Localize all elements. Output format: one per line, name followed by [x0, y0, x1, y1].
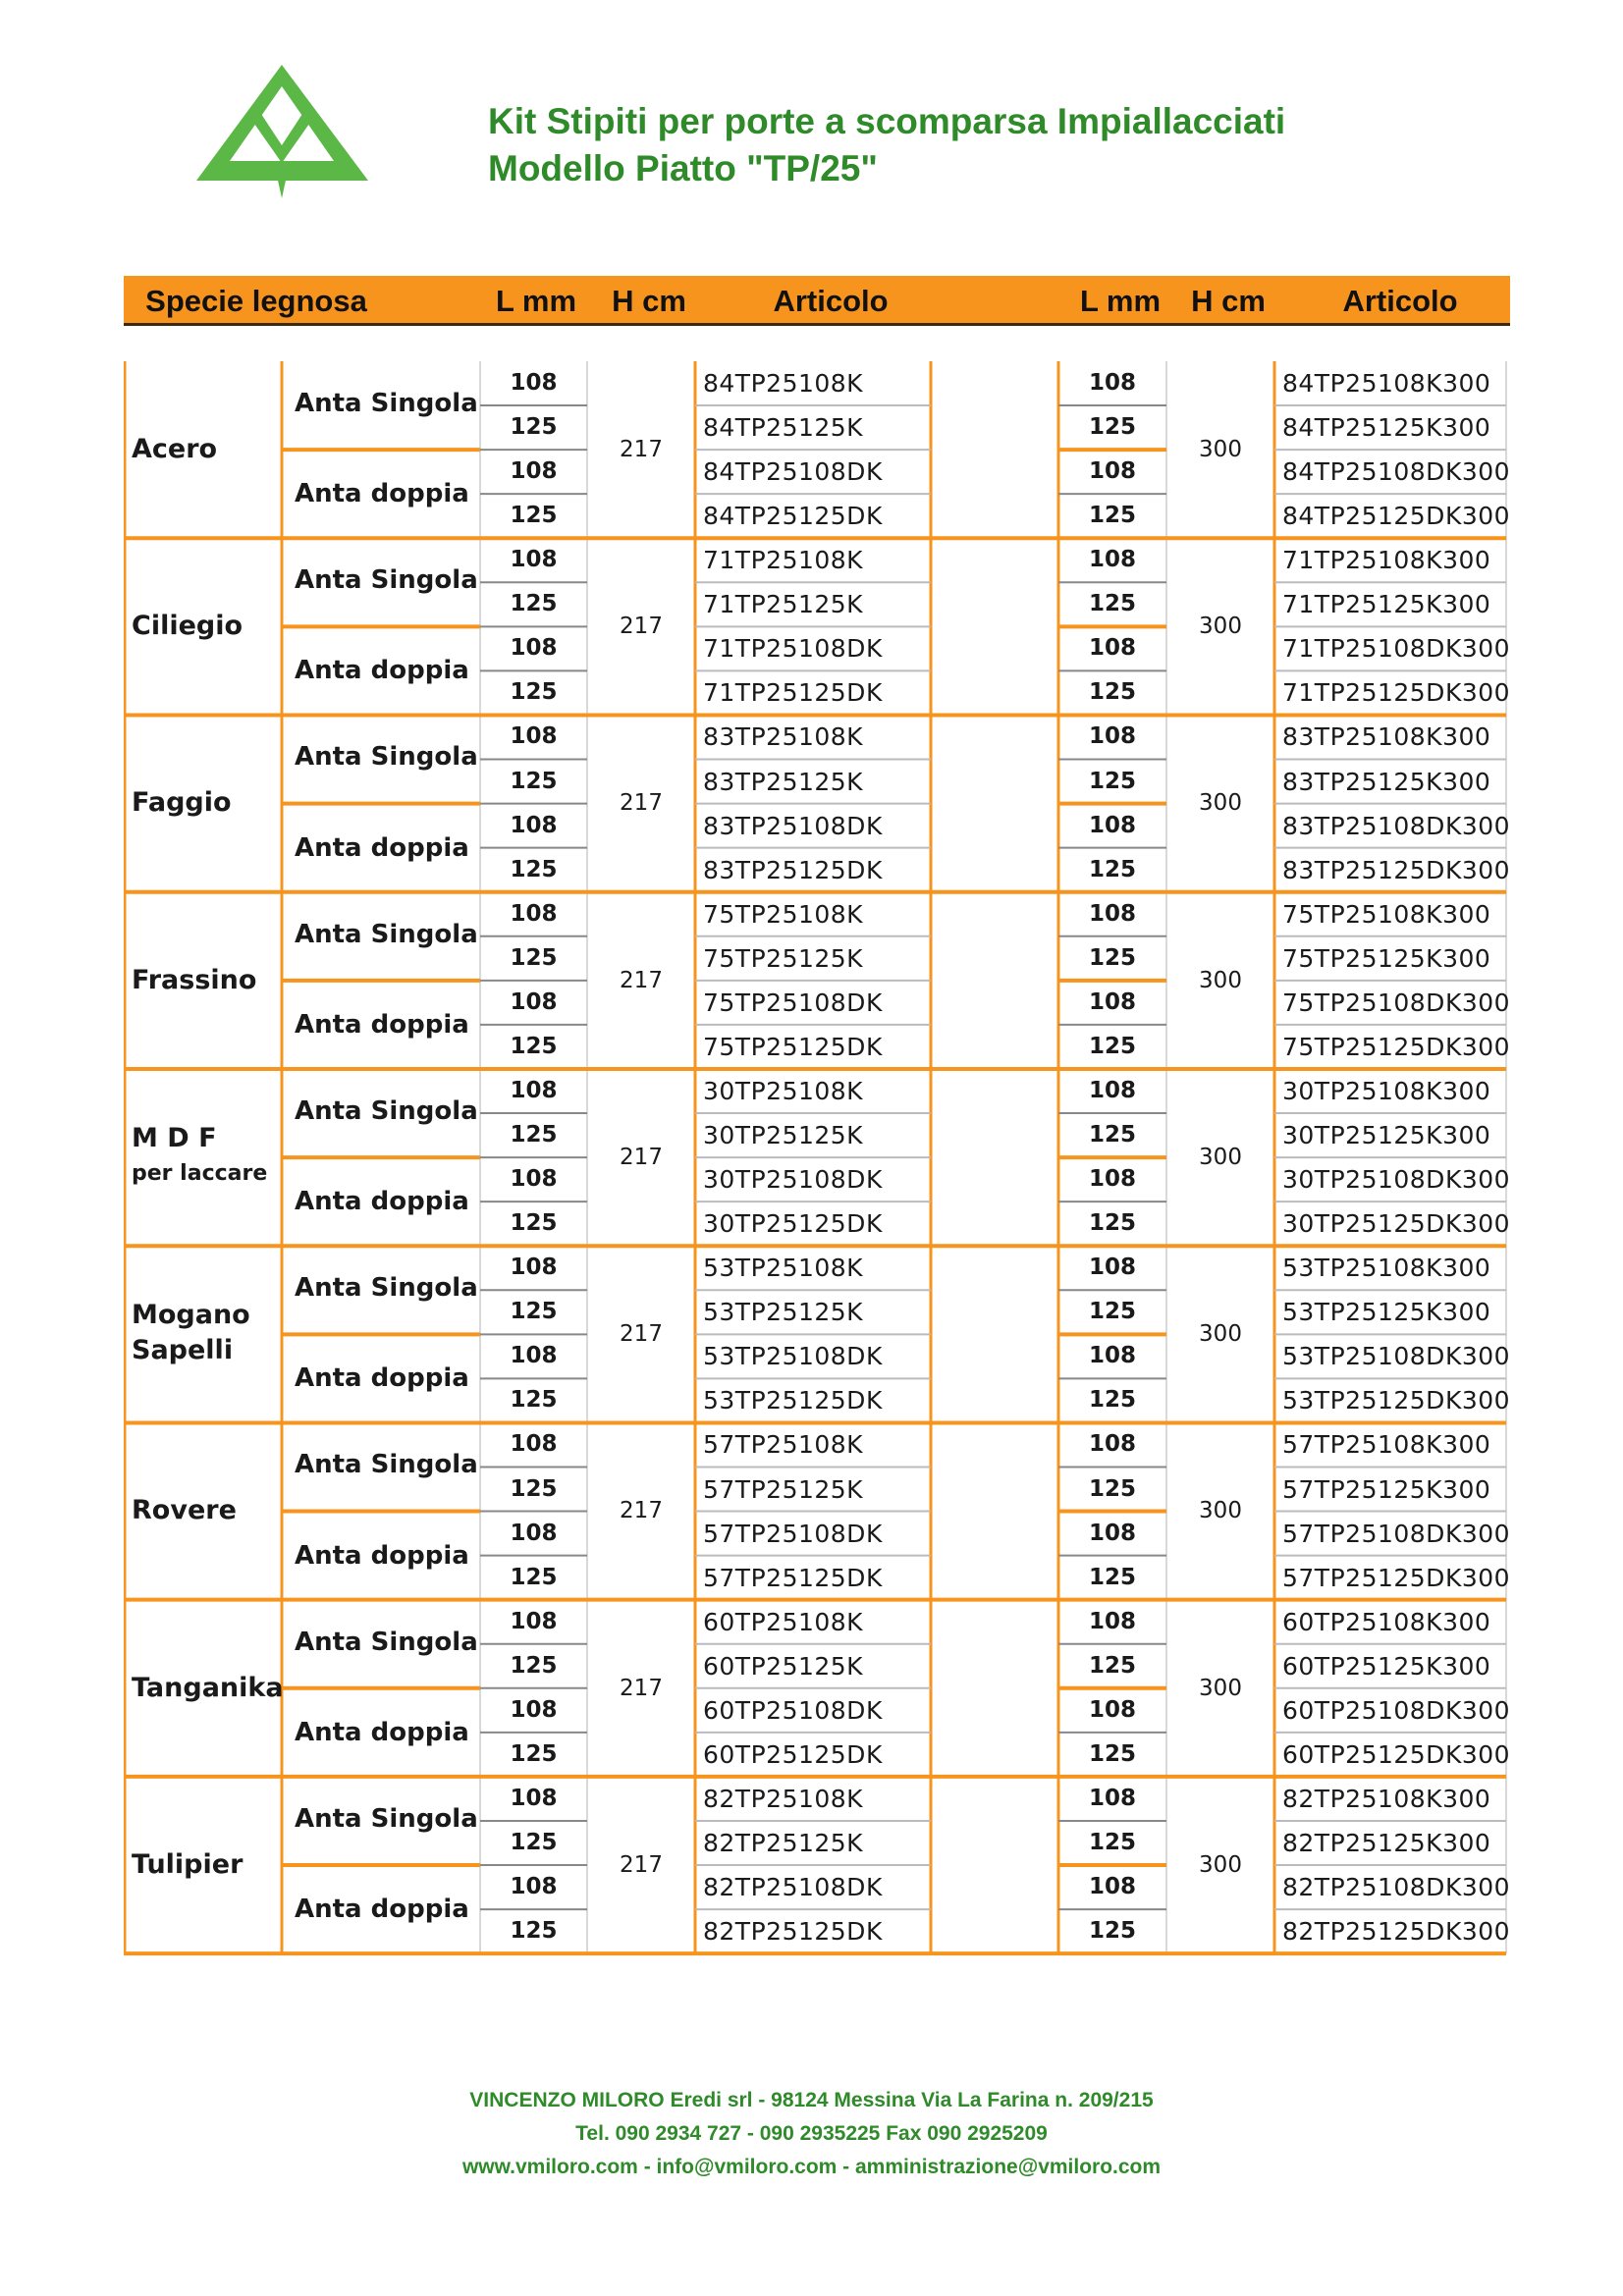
width-mm: 108: [510, 635, 558, 662]
width-mm-2: 125: [1088, 414, 1136, 441]
width-mm: 125: [510, 1918, 558, 1945]
width-mm: 125: [510, 1475, 558, 1502]
header-hcm: H cm: [612, 284, 686, 318]
articolo-code-300: 57TP25125K300: [1282, 1474, 1491, 1504]
width-mm: 108: [510, 1255, 558, 1281]
articolo-code-300: 83TP25125K300: [1282, 767, 1491, 796]
width-mm-2: 108: [1088, 1431, 1136, 1458]
height-300: 300: [1199, 614, 1242, 640]
anta-doppia-label: Anta doppia: [295, 479, 469, 509]
width-mm-2: 125: [1088, 1918, 1136, 1945]
anta-doppia-label: Anta doppia: [295, 832, 469, 863]
articolo-code: 53TP25125DK: [703, 1386, 883, 1415]
width-mm-2: 108: [1088, 1520, 1136, 1546]
articolo-code-300: 53TP25125DK300: [1282, 1386, 1511, 1415]
species-name: Faggio: [132, 787, 232, 819]
width-mm: 108: [510, 1166, 558, 1193]
articolo-code: 60TP25108K: [703, 1607, 864, 1636]
articolo-code-300: 60TP25108K300: [1282, 1607, 1491, 1636]
width-mm: 125: [510, 1299, 558, 1325]
height-217: 217: [620, 1675, 663, 1701]
articolo-code: 75TP25125K: [703, 943, 864, 973]
anta-doppia-label: Anta doppia: [295, 656, 469, 686]
width-mm: 108: [510, 1077, 558, 1103]
articolo-code-300: 60TP25125K300: [1282, 1651, 1491, 1681]
articolo-code-300: 71TP25108K300: [1282, 546, 1491, 575]
articolo-code: 30TP25108DK: [703, 1165, 883, 1195]
width-mm-2: 125: [1088, 768, 1136, 794]
articolo-code-300: 57TP25108K300: [1282, 1430, 1491, 1460]
width-mm-2: 125: [1088, 679, 1136, 706]
width-mm: 125: [510, 768, 558, 794]
anta-singola-label: Anta Singola: [295, 1450, 478, 1480]
document-title: [488, 98, 1285, 192]
width-mm-2: 108: [1088, 1696, 1136, 1723]
articolo-code: 82TP25108DK: [703, 1873, 883, 1902]
articolo-code-300: 83TP25108DK300: [1282, 811, 1511, 840]
articolo-code-300: 82TP25125K300: [1282, 1828, 1491, 1857]
width-mm: 108: [510, 988, 558, 1015]
width-mm-2: 108: [1088, 900, 1136, 927]
footer-phone: Tel. 090 2934 727 - 090 2935225 Fax 090 2925209: [575, 2122, 1048, 2145]
width-mm-2: 125: [1088, 1740, 1136, 1767]
anta-singola-label: Anta Singola: [295, 1095, 478, 1126]
articolo-code: 82TP25125DK: [703, 1917, 883, 1947]
height-300: 300: [1199, 1144, 1242, 1170]
width-mm-2: 125: [1088, 591, 1136, 617]
width-mm: 125: [510, 1033, 558, 1059]
width-mm: 125: [510, 1122, 558, 1148]
width-mm-2: 108: [1088, 1255, 1136, 1281]
articolo-code: 71TP25125DK: [703, 678, 883, 708]
articolo-code: 57TP25108DK: [703, 1519, 883, 1548]
width-mm: 125: [510, 503, 558, 529]
articolo-code: 60TP25108DK: [703, 1695, 883, 1725]
width-mm: 125: [510, 856, 558, 882]
width-mm: 125: [510, 1829, 558, 1855]
width-mm-2: 108: [1088, 1343, 1136, 1369]
width-mm: 108: [510, 1874, 558, 1900]
species-name: Mogano: [132, 1300, 250, 1331]
width-mm: 125: [510, 679, 558, 706]
articolo-code: 60TP25125DK: [703, 1739, 883, 1769]
articolo-code: 84TP25108K: [703, 369, 864, 398]
width-mm-2: 125: [1088, 1652, 1136, 1679]
articolo-code-300: 84TP25125K300: [1282, 413, 1491, 443]
height-217: 217: [620, 437, 663, 462]
articolo-code: 30TP25108K: [703, 1076, 864, 1105]
articolo-code: 83TP25108DK: [703, 811, 883, 840]
footer-address: VINCENZO MILORO Eredi srl - 98124 Messina Via La Farina n. 209/215: [469, 2089, 1154, 2111]
width-mm-2: 125: [1088, 503, 1136, 529]
anta-singola-label: Anta Singola: [295, 389, 478, 418]
articolo-code: 84TP25125K: [703, 413, 864, 443]
articolo-code-300: 53TP25108DK300: [1282, 1342, 1511, 1371]
width-mm: 125: [510, 1740, 558, 1767]
articolo-code: 30TP25125DK: [703, 1209, 883, 1239]
articolo-code-300: 60TP25125DK300: [1282, 1739, 1511, 1769]
height-300: 300: [1199, 1498, 1242, 1524]
articolo-code-300: 75TP25108K300: [1282, 899, 1491, 929]
height-217: 217: [620, 1498, 663, 1524]
articolo-code: 82TP25125K: [703, 1828, 864, 1857]
articolo-code-300: 82TP25108K300: [1282, 1784, 1491, 1813]
height-217: 217: [620, 614, 663, 640]
height-217: 217: [620, 1144, 663, 1170]
width-mm-2: 108: [1088, 988, 1136, 1015]
width-mm: 108: [510, 1343, 558, 1369]
articolo-code-300: 75TP25108DK300: [1282, 988, 1511, 1017]
width-mm: 125: [510, 1387, 558, 1414]
height-300: 300: [1199, 967, 1242, 993]
footer-web: www.vmiloro.com - info@vmiloro.com - amministrazione@vmiloro.com: [461, 2156, 1162, 2178]
articolo-code-300: 30TP25108DK300: [1282, 1165, 1511, 1195]
anta-doppia-label: Anta doppia: [295, 1363, 469, 1394]
height-217: 217: [620, 1851, 663, 1878]
header-lmm: L mm: [495, 284, 577, 318]
species-name: Acero: [132, 434, 218, 464]
width-mm: 108: [510, 370, 558, 396]
width-mm-2: 125: [1088, 856, 1136, 882]
width-mm-2: 125: [1088, 944, 1136, 971]
width-mm: 108: [510, 1431, 558, 1458]
species-name: Rovere: [132, 1495, 237, 1526]
width-mm-2: 108: [1088, 635, 1136, 662]
articolo-code: 83TP25125K: [703, 767, 864, 796]
width-mm-2: 108: [1088, 370, 1136, 396]
width-mm-2: 108: [1088, 1077, 1136, 1103]
height-300: 300: [1199, 1675, 1242, 1701]
width-mm: 125: [510, 944, 558, 971]
width-mm-2: 125: [1088, 1564, 1136, 1590]
width-mm-2: 125: [1088, 1210, 1136, 1237]
width-mm: 108: [510, 1608, 558, 1634]
anta-doppia-label: Anta doppia: [295, 1009, 469, 1040]
width-mm-2: 108: [1088, 458, 1136, 485]
product-table: [124, 361, 1510, 1953]
articolo-code-300: 30TP25108K300: [1282, 1076, 1491, 1105]
species-name: Ciliegio: [132, 611, 243, 642]
width-mm: 125: [510, 1210, 558, 1237]
width-mm-2: 108: [1088, 812, 1136, 838]
articolo-code-300: 83TP25108K300: [1282, 722, 1491, 752]
articolo-code-300: 57TP25108DK300: [1282, 1519, 1511, 1548]
anta-singola-label: Anta Singola: [295, 1273, 478, 1304]
articolo-code: 75TP25108DK: [703, 988, 883, 1017]
company-logo: [196, 65, 368, 198]
articolo-code-300: 53TP25125K300: [1282, 1298, 1491, 1327]
anta-singola-label: Anta Singola: [295, 1803, 478, 1834]
anta-doppia-label: Anta doppia: [295, 1717, 469, 1747]
species-subname: Sapelli: [132, 1335, 234, 1366]
width-mm-2: 108: [1088, 547, 1136, 573]
articolo-code-300: 75TP25125DK300: [1282, 1032, 1511, 1061]
width-mm-2: 125: [1088, 1829, 1136, 1855]
articolo-code: 30TP25125K: [703, 1121, 864, 1150]
species-name: Tulipier: [132, 1848, 243, 1880]
articolo-code: 75TP25125DK: [703, 1032, 883, 1061]
width-mm-2: 108: [1088, 1166, 1136, 1193]
articolo-code-300: 83TP25125DK300: [1282, 855, 1511, 884]
header-articolo: Articolo: [773, 284, 889, 318]
width-mm: 125: [510, 1652, 558, 1679]
width-mm: 108: [510, 812, 558, 838]
width-mm-2: 108: [1088, 1874, 1136, 1900]
width-mm-2: 108: [1088, 1608, 1136, 1634]
height-217: 217: [620, 790, 663, 817]
articolo-code: 75TP25108K: [703, 899, 864, 929]
articolo-code: 83TP25108K: [703, 722, 864, 752]
articolo-code: 83TP25125DK: [703, 855, 883, 884]
articolo-code: 84TP25108DK: [703, 457, 883, 487]
species-name: Tanganika: [132, 1672, 284, 1703]
title-line-2: Modello Piatto "TP/25": [488, 148, 878, 188]
articolo-code: 57TP25125DK: [703, 1563, 883, 1592]
articolo-code-300: 30TP25125K300: [1282, 1121, 1491, 1150]
articolo-code-300: 71TP25108DK300: [1282, 634, 1511, 664]
articolo-code: 71TP25125K: [703, 590, 864, 619]
width-mm: 125: [510, 414, 558, 441]
anta-doppia-label: Anta doppia: [295, 1540, 469, 1571]
width-mm: 108: [510, 723, 558, 750]
anta-singola-label: Anta Singola: [295, 919, 478, 949]
height-217: 217: [620, 967, 663, 993]
width-mm: 108: [510, 1696, 558, 1723]
width-mm: 108: [510, 900, 558, 927]
width-mm-2: 108: [1088, 723, 1136, 750]
width-mm: 108: [510, 1520, 558, 1546]
anta-singola-label: Anta Singola: [295, 742, 478, 773]
articolo-code: 53TP25108K: [703, 1254, 864, 1283]
articolo-code-300: 60TP25108DK300: [1282, 1695, 1511, 1725]
articolo-code-300: 84TP25108K300: [1282, 369, 1491, 398]
width-mm: 125: [510, 1564, 558, 1590]
articolo-code: 82TP25108K: [703, 1784, 864, 1813]
header-specie: Specie legnosa: [145, 284, 367, 318]
articolo-code-300: 71TP25125DK300: [1282, 678, 1511, 708]
articolo-code-300: 30TP25125DK300: [1282, 1209, 1511, 1239]
width-mm-2: 125: [1088, 1387, 1136, 1414]
width-mm: 108: [510, 1785, 558, 1811]
articolo-code-300: 84TP25125DK300: [1282, 502, 1511, 531]
articolo-code: 57TP25108K: [703, 1430, 864, 1460]
width-mm-2: 125: [1088, 1299, 1136, 1325]
height-300: 300: [1199, 1321, 1242, 1348]
anta-singola-label: Anta Singola: [295, 565, 478, 596]
articolo-code-300: 84TP25108DK300: [1282, 457, 1511, 487]
articolo-code-300: 82TP25108DK300: [1282, 1873, 1511, 1902]
articolo-code: 71TP25108DK: [703, 634, 883, 664]
articolo-code: 84TP25125DK: [703, 502, 883, 531]
header-articolo-2: Articolo: [1342, 284, 1458, 318]
width-mm-2: 125: [1088, 1475, 1136, 1502]
anta-doppia-label: Anta doppia: [295, 1187, 469, 1217]
height-300: 300: [1199, 437, 1242, 462]
header-lmm-2: L mm: [1079, 284, 1162, 318]
species-name: Frassino: [132, 964, 257, 995]
anta-singola-label: Anta Singola: [295, 1627, 478, 1657]
articolo-code-300: 57TP25125DK300: [1282, 1563, 1511, 1592]
articolo-code: 53TP25108DK: [703, 1342, 883, 1371]
species-subname: per laccare: [132, 1161, 268, 1187]
articolo-code: 57TP25125K: [703, 1474, 864, 1504]
articolo-code-300: 53TP25108K300: [1282, 1254, 1491, 1283]
width-mm: 125: [510, 591, 558, 617]
header-hcm-2: H cm: [1191, 284, 1266, 318]
species-name: M D F: [132, 1123, 217, 1154]
articolo-code: 71TP25108K: [703, 546, 864, 575]
width-mm: 108: [510, 547, 558, 573]
articolo-code: 60TP25125K: [703, 1651, 864, 1681]
height-300: 300: [1199, 790, 1242, 817]
anta-doppia-label: Anta doppia: [295, 1895, 469, 1925]
width-mm-2: 125: [1088, 1033, 1136, 1059]
width-mm: 108: [510, 458, 558, 485]
articolo-code: 53TP25125K: [703, 1298, 864, 1327]
width-mm-2: 108: [1088, 1785, 1136, 1811]
height-300: 300: [1199, 1851, 1242, 1878]
title-line-1: Kit Stipiti per porte a scomparsa Impiallacciati: [488, 101, 1286, 141]
height-217: 217: [620, 1321, 663, 1348]
articolo-code-300: 71TP25125K300: [1282, 590, 1491, 619]
articolo-code-300: 82TP25125DK300: [1282, 1917, 1511, 1947]
width-mm-2: 125: [1088, 1122, 1136, 1148]
table-header: [124, 276, 1510, 326]
articolo-code-300: 75TP25125K300: [1282, 943, 1491, 973]
